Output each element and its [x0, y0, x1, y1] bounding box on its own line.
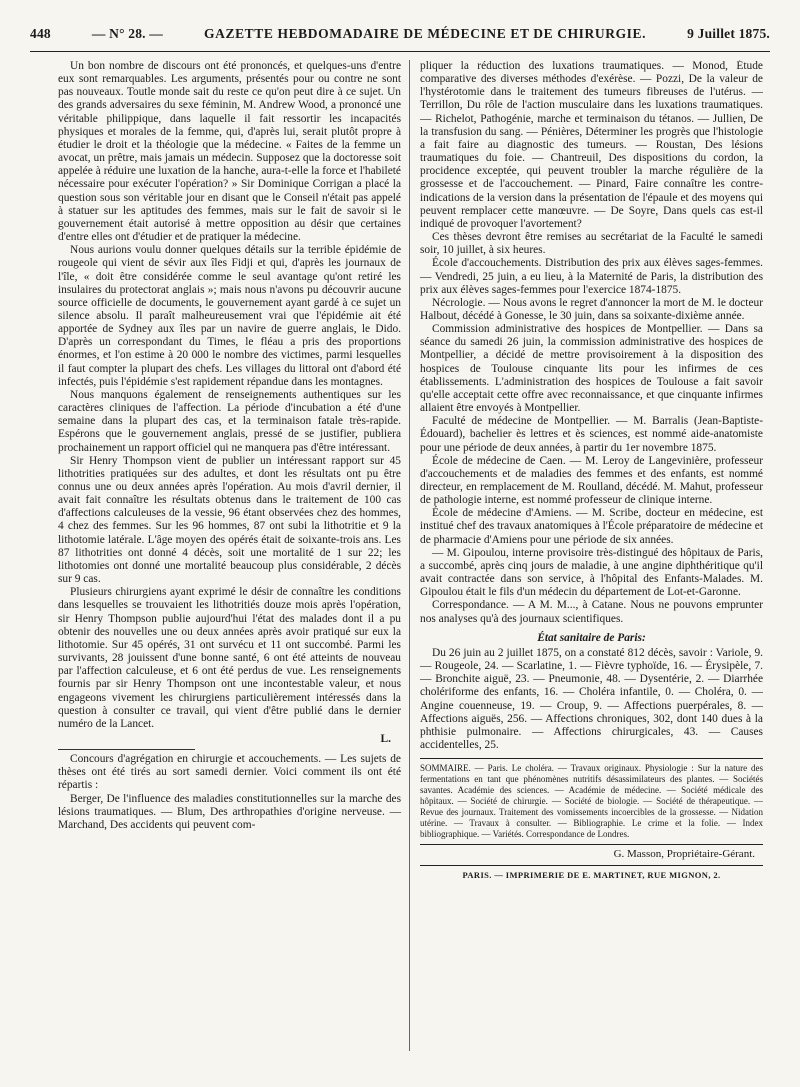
paragraph: Sir Henry Thompson vient de publier un intéressant rapport sur 45 lithotrities pratiquées sur des adultes, et dont les résultats ont pu être connus une ou deux années après l'opération. Au mois d'avril dernier, il avait fait connaître les résultats obtenus dans le traitement de 100 cas d'affections calculeuses de la vessie, 96 étant observées chez des hommes, 4 chez des femmes. Sur les 96 hommes, 87 ont subi la lithotritie et 9 la lithotomie latérale. L'âge moyen des opérés était de soixante-trois ans. Les 87 lithotrities ont donné 4 décès, soit une mortalité de 1 sur 22; les lithotomies ont donné une mortalité beaucoup plus considérable, 2 décès sur 9 cas. — [58, 454, 401, 586]
publisher-line: G. Masson, Propriétaire-Gérant. — [613, 848, 755, 861]
paragraph: Nous manquons également de renseignements authentiques sur les caractères cliniques de l'affection. La période d'incubation a été d'une semaine dans la plupart des cas, et la terminaison fatale très-rapide. Espérons que le gouvernement anglais, pressé de se justifier, publiera prochainement un rapport officiel qui ne manquera pas d'être intéressant. — [58, 388, 401, 454]
page-header — [30, 26, 770, 52]
printer-line: PARIS. — IMPRIMERIE DE E. MARTINET, RUE MIGNON, 2. — [420, 865, 763, 882]
paragraph: École d'accouchements. Distribution des prix aux élèves sages-femmes. — Vendredi, 25 juin, a eu lieu, à la Maternité de Paris, la distribution des prix aux élèves sages-femmes pour l'exercice 1874-1875. — [420, 257, 763, 296]
page-number: 448 — [30, 26, 51, 41]
paragraph: École de médecine d'Amiens. — M. Scribe, docteur en médecine, est institué chef des travaux anatomiques à l'École préparatoire de médecine et de pharmacie d'Amiens pour une période de six années. — [420, 507, 763, 546]
issue-date: 9 Juillet 1875. — [687, 26, 770, 41]
signature: L. — [380, 732, 391, 745]
paragraph: Ces thèses devront être remises au secrétariat de la Faculté le samedi soir, 10 juillet, à six heures. — [420, 231, 763, 257]
issue-number: — N° 28. — — [91, 26, 164, 41]
paragraph: Correspondance. — A M. M..., à Catane. Nous ne pouvons emprunter nos analyses qu'à des journaux scientifiques. — [420, 599, 763, 625]
journal-title: GAZETTE HEBDOMADAIRE DE MÉDECINE ET DE CHIRURGIE. — [204, 26, 647, 41]
paragraph: Du 26 juin au 2 juillet 1875, on a constaté 812 décès, savoir : Variole, 9. — Rougeole, 24. — Scarlatine, 1. — Fièvre typhoïde, 16. — Érysipèle, 7. — Bronchite aiguë, 23. — Pneumonie, 48. — Dysentérie, 2. — Diarrhée cholériforme des enfants, 16. — Choléra infantile, 0. — Choléra, 0. — Angine couenneuse, 19. — Croup, 9. — Affections puerpérales, 8. — Affections aiguës, 256. — Affections chroniques, 302, dont 140 dues à la phthisie pulmonaire. — Affections chirurgicales, 43. — Causes accidentelles, 25. — [420, 646, 763, 751]
paragraph: Berger, De l'influence des maladies constitutionnelles sur la marche des lésions traumatiques. — Blum, Des arthropathies d'origine nerveuse. — Marchand, Des accidents qui peuvent com- — [58, 792, 401, 831]
paragraph: École de médecine de Caen. — M. Leroy de Langevinière, professeur d'accouchements et de maladies des femmes et des enfants, est nommé directeur, en remplacement de M. Roulland, décédé. M. Mahut, professeur de pathologie interne, est nommé professeur de clinique interne. — [420, 454, 763, 507]
left-column — [58, 60, 409, 1051]
section-heading: État sanitaire de Paris: — [537, 631, 646, 644]
paragraph: Concours d'agrégation en chirurgie et accouchements. — Les sujets de thèses ont été tirés au sort samedi dernier. Voici comment ils ont été répartis : — [58, 753, 401, 792]
paragraph: — M. Gipoulou, interne provisoire très-distingué des hôpitaux de Paris, a succombé, après cinq jours de maladie, à une angine diphthéritique qu'il avait contractée dans son service, à l'hôpital des Enfants-Malades. M. Gipoulou était le fils d'un médecin du département de Lot-et-Garonne. — [420, 546, 763, 599]
summary-box: SOMMAIRE. — Paris. Le choléra. — Travaux originaux. Physiologie : Sur la nature des fermentations en tant que phénomènes nutritifs désassimilateurs des plantes. — Sociétés savantes. Académie des sciences. — Académie de médecine. — Société médicale des hôpitaux. — Société de chirurgie. — Société de biologie. — Société de thérapeutique. — Revue des journaux. Traitement des vomissements incoercibles de la grossesse. — Nidation utérine. — Travaux à consulter. — Bibliographie. Le crime et la folie. — Index bibliographique. — Variétés. Correspondance de Londres. — [420, 758, 763, 845]
paragraph: Un bon nombre de discours ont été prononcés, et quelques-uns d'entre eux sont remarquables. Les arguments, présentés pour ou contre ne sont pas nouveaux. Toutle monde sait du reste ce qu'on peut dire à ce sujet. Un des grands adversaires du sexe féminin, M. Andrew Wood, a prononcé une véritable philippique, dans laquelle il fait ressortir les incapacités physiques et morales de la femme, qui, d'après lui, serait plutôt propre à étudier le droit et la théologie que la médecine. « Faites de la femme un avocat, un prêtre, mais jamais un médecin. Supposez que la doctoresse soit appelée à réduire une luxation de la hanche, aura-t-elle la force et l'habileté nécessaire pour exécuter l'opération? » Sir Dominique Corrigan a placé la question sous son véritable jour en disant que le Conseil n'était pas appelé à statuer sur les aptitudes des femmes, mais sur le fait de savoir si le gouvernement était autorisé à mettre opposition au désir que certaines d'entre elles ont d'étudier et de pratiquer la médecine. — [58, 60, 401, 244]
divider — [58, 749, 195, 750]
text-columns — [58, 60, 768, 1051]
paragraph: pliquer la réduction des luxations traumatiques. — Monod, Étude comparative des diverses méthodes d'exérèse. — Pozzi, De la valeur de l'hystérotomie dans le traitement des tumeurs fibreuses de l'utérus. — Terrillon, Du rôle de l'action musculaire dans les luxations traumatiques. — Richelot, Pathogénie, marche et terminaison du tétanos. — Jullien, De la transfusion du sang. — Pénières, Déterminer les progrès que l'histologie a fait faire au diagnostic des tumeurs. — Roustan, Des lésions traumatiques du foie. — Chantreuil, Des dispositions du cordon, la procidence exceptée, qui peuvent troubler la marche régulière de la grossesse et de l'accouchement. — Pinard, Faire connaître les contre-indications de la version dans la présentation de l'épaule et des moyens qui peuvent remplacer cette manœuvre. — De Soyre, Dans quels cas est-il indiqué de provoquer l'avortement? — [420, 60, 763, 230]
paragraph: Plusieurs chirurgiens ayant exprimé le désir de connaître les conditions dans lesquelles se trouvaient les lithotritiés douze mois après l'opération, sir Henry Thompson publie aujourd'hui l'état des malades dont il a pu obtenir des nouvelles une ou deux années après avoir pratiqué sur eux la lithotomie. Sur 45 opérés, 31 ont survécu et 11 ont succombé. Parmi les survivants, 28 jouissent d'une bonne santé, 6 ont été atteints de nouveau par l'affection calculeuse, et 6 ont été perdus de vue. Les renseignements fournis par sir Henry Thompson ont une incontestable valeur, et nous engageons vivement les chirurgiens particulièrement intéressés dans la question à consulter ce travail, qui vient d'être publié dans le dernier numéro de la Lancet. — [58, 586, 401, 730]
paragraph: Faculté de médecine de Montpellier. — M. Barralis (Jean-Baptiste-Édouard), bachelier ès lettres et ès sciences, est nommé aide-anatomiste pour une période de deux années, à partir du 1er novembre 1875. — [420, 415, 763, 454]
paragraph: Nous aurions voulu donner quelques détails sur la terrible épidémie de rougeole qui vient de sévir aux îles Fidji et qui, d'après les journaux de l'île, « doit être considérée comme le seul avantage qu'ont retiré les insulaires du protectorat anglais »; mais nous n'avons pu découvrir aucune source officielle de documents, le gouvernement ayant gardé à ce sujet un silence absolu. Il paraît malheureusement vrai que l'épidémie ait été apportée de Sydney aux îles par un navire de guerre anglais, le Dido. D'après un correspondant du Times, le fléau a pris des proportions énormes, et l'on estime à 20 000 le nombre des victimes, parmi lesquelles il faut compter la plupart des chefs. Les villages du littoral ont d'abord été infectés, puis l'épidémie s'est rapidement répandue dans les montagnes. — [58, 244, 401, 388]
paragraph: Nécrologie. — Nous avons le regret d'annoncer la mort de M. le docteur Halbout, décédé à Gonesse, le 30 juin, dans sa soixante-dixième année. — [420, 296, 763, 322]
right-column — [409, 60, 763, 1051]
paragraph: Commission administrative des hospices de Montpellier. — Dans sa séance du samedi 26 juin, la commission administrative des hospices de Montpellier, a décidé de mettre provisoirement à la disposition des hospices de Toulouse cinquante lits pour les infirmes de ces établissements. L'administration des hospices de Toulouse a fait savoir qu'elle acceptait cette offre avec reconnaissance, et que cinquante infirmes allaient être envoyés à Montpellier. — [420, 323, 763, 415]
